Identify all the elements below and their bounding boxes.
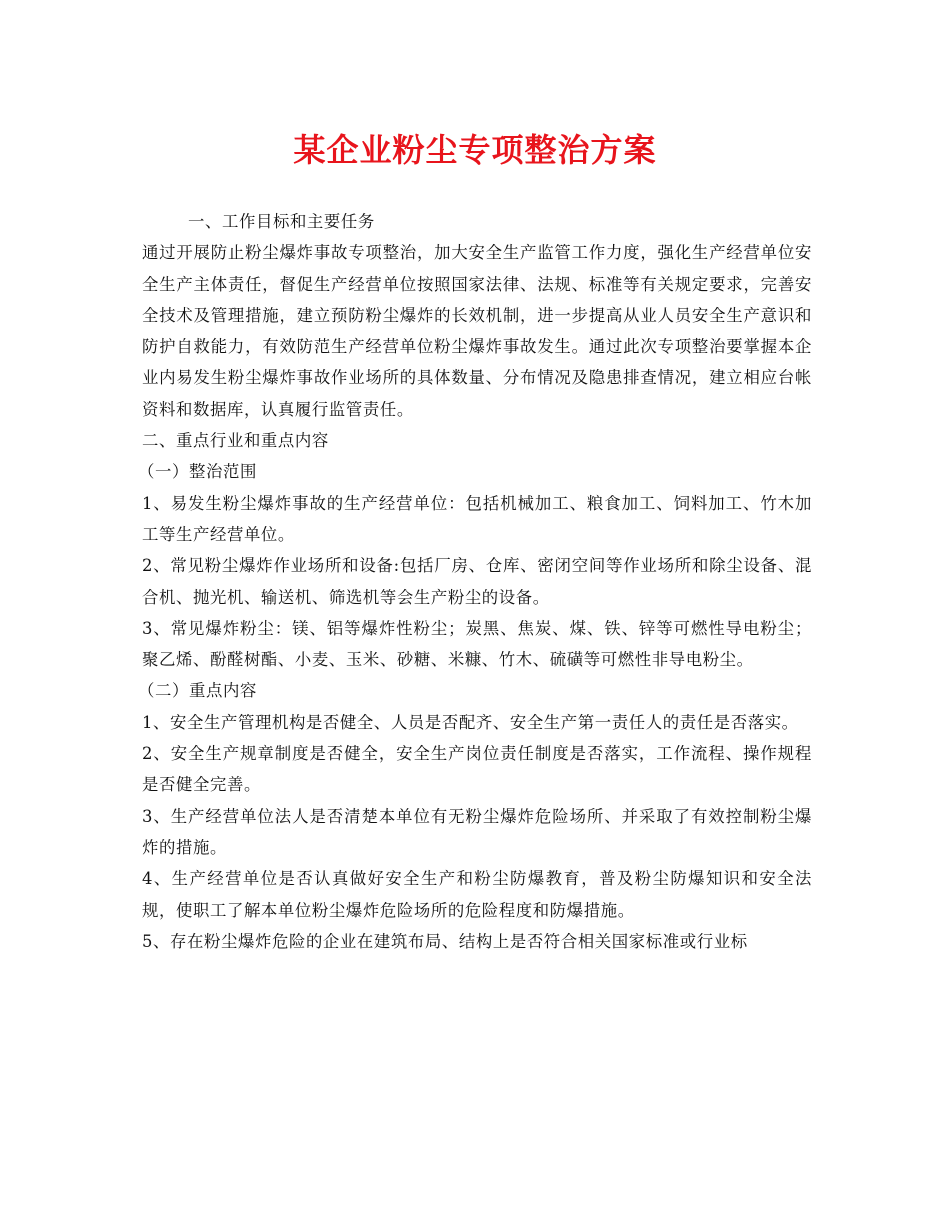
document-body	[138, 206, 812, 957]
list-item-content-5: 5、存在粉尘爆炸危险的企业在建筑布局、结构上是否符合相关国家标准或行业标	[142, 931, 748, 951]
list-item-content-4: 4、生产经营单位是否认真做好安全生产和粉尘防爆教育，普及粉尘防爆知识和安全法规，使职工了解本单位粉尘爆炸危险场所的危险程度和防爆措施。	[142, 869, 812, 920]
list-item-scope-1: 1、易发生粉尘爆炸事故的生产经营单位：包括机械加工、粮食加工、饲料加工、竹木加工等生产经营单位。	[142, 493, 812, 544]
list-item-scope-2: 2、常见粉尘爆炸作业场所和设备:包括厂房、仓库、密闭空间等作业场所和除尘设备、混合机、抛光机、输送机、筛选机等会生产粉尘的设备。	[142, 556, 812, 607]
paragraph-goals-text: 通过开展防止粉尘爆炸事故专项整治，加大安全生产监管工作力度，强化生产经营单位安全生产主体责任，督促生产经营单位按照国家法律、法规、标准等有关规定要求，完善安全技术及管理措施，建立预防粉尘爆炸的长效机制，进一步提高从业人员安全生产意识和防护自救能力，有效防范生产经营单位粉尘爆炸事故发生。通过此次专项整治要掌握本企业内易发生粉尘爆炸事故作业场所的具体数量、分布情况及隐患排查情况，建立相应台帐资料和数据库，认真履行监管责任。	[142, 243, 812, 419]
list-item-scope-3: 3、常见爆炸粉尘：镁、铝等爆炸性粉尘；炭黑、焦炭、煤、铁、锌等可燃性导电粉尘；聚乙烯、酚醛树酯、小麦、玉米、砂糖、米糠、竹木、硫磺等可燃性非导电粉尘。	[142, 618, 812, 670]
document-title: 某企业粉尘专项整治方案	[293, 131, 657, 169]
subsection-heading-key-content: （二）重点内容	[138, 681, 257, 701]
list-item-content-3: 3、生产经营单位法人是否清楚本单位有无粉尘爆炸危险场所、并采取了有效控制粉尘爆炸的措施。	[142, 806, 812, 857]
list-item-content-2: 2、安全生产规章制度是否健全，安全生产岗位责任制度是否落实，工作流程、操作规程是否健全完善。	[142, 744, 812, 795]
section-heading-goals: 一、工作目标和主要任务	[188, 212, 375, 231]
subsection-heading-scope: （一）整治范围	[138, 462, 257, 482]
list-item-content-1: 1、安全生产管理机构是否健全、人员是否配齐、安全生产第一责任人的责任是否落实。	[142, 712, 799, 732]
section-heading-key-industries: 二、重点行业和重点内容	[142, 431, 329, 451]
